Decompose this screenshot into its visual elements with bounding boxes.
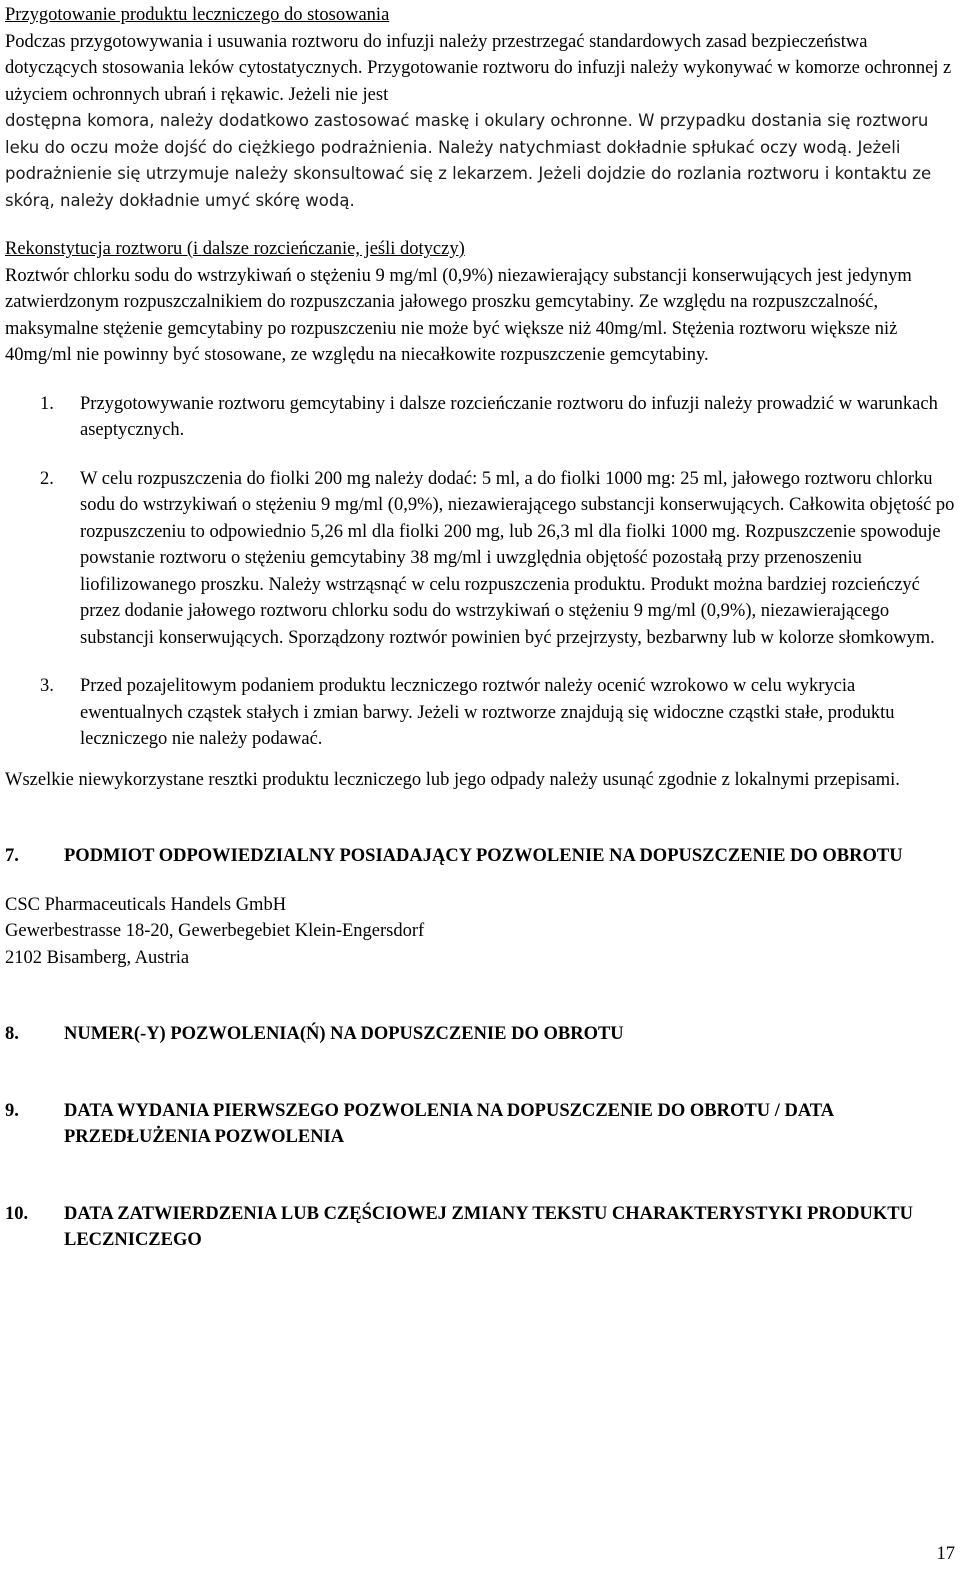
section-7-number: 7. bbox=[5, 846, 19, 866]
company-name: CSC Pharmaceuticals Handels GmbH bbox=[5, 894, 287, 915]
section-10-heading bbox=[5, 1201, 957, 1254]
section-8-title: NUMER(-Y) POZWOLENIA(Ń) NA DOPUSZCZENIE DO OBROTU bbox=[64, 1024, 624, 1044]
section-9-number: 9. bbox=[5, 1100, 19, 1121]
company-address bbox=[5, 892, 957, 972]
recon-section-title: Rekonstytucja roztworu (i dalsze rozcieńczanie, jeśli dotyczy) bbox=[5, 239, 465, 259]
disposal-paragraph: Wszelkie niewykorzystane resztki produktu leczniczego lub jego odpady należy usunąć zgodnie z lokalnymi przepisami. bbox=[5, 769, 900, 790]
page-number: 17 bbox=[936, 1544, 955, 1564]
list-item-text: Przygotowywanie roztworu gemcytabiny i dalsze rozcieńczanie roztworu do infuzji należy prowadzić w warunkach aseptycznych. bbox=[80, 393, 938, 440]
section-9-title: DATA WYDANIA PIERWSZEGO POZWOLENIA NA DOPUSZCZENIE DO OBROTU / DATA PRZEDŁUŻENIA POZWOLENIA bbox=[64, 1100, 834, 1147]
section-7-heading bbox=[5, 843, 957, 870]
prep-paragraph-sans: dostępna komora, należy dodatkowo zastosować maskę i okulary ochronne. W przypadku dostania się roztworu leku do oczu może dojść do ciężkiego podrażnienia. Należy natychmiast dokładnie spłukać oczy wodą. Jeżeli podrażnienie się utrzymuje należy skonsultować się z lekarzem. Jeżeli dojdzie do rozlania roztworu i kontaktu ze skórą, należy dokładnie umyć skórę wodą. bbox=[5, 111, 932, 210]
section-10-number: 10. bbox=[5, 1203, 29, 1224]
section-7-title: PODMIOT ODPOWIEDZIALNY POSIADAJĄCY POZWOLENIE NA DOPUSZCZENIE DO OBROTU bbox=[64, 846, 903, 866]
list-item bbox=[5, 673, 957, 753]
list-item-text: Przed pozajelitowym podaniem produktu leczniczego roztwór należy ocenić wzrokowo w celu wykrycia ewentualnych cząstek stałych i zmian barwy. Jeżeli w roztworze znajdują się widoczne cząstki stałe, produktu leczniczego nie należy podawać. bbox=[80, 676, 895, 749]
prep-paragraph-serif: Podczas przygotowywania i usuwania roztworu do infuzji należy przestrzegać standardowych zasad bezpieczeństwa dotyczących stosowania leków cytostatycznych. Przygotowanie roztworu do infuzji należy wykonywać w komorze ochronnej z użyciem ochronnych ubrań i rękawic. Jeżeli nie jest bbox=[5, 31, 952, 105]
company-city: 2102 Bisamberg, Austria bbox=[5, 947, 190, 968]
section-8-number: 8. bbox=[5, 1024, 19, 1044]
list-item bbox=[5, 391, 957, 444]
list-item-number: 1. bbox=[40, 393, 54, 414]
list-item-text: W celu rozpuszczenia do fiolki 200 mg należy dodać: 5 ml, a do fiolki 1000 mg: 25 ml, jałowego roztworu chlorku sodu do wstrzykiwań o stężeniu 9 mg/ml (0,9%), niezawierającego substancji konserwujących. Całkowita objętość po rozpuszczeniu to odpowiednio 5,26 ml dla fiolki 200 mg, lub 26,3 ml dla fiolki 1000 mg. Rozpuszczenie spowoduje powstanie roztworu o stężeniu gemcytabiny 38 mg/ml i uwzględnia objętość pozostałą przy przenoszeniu liofilizowanego proszku. Należy wstrząsnąć w celu rozpuszczenia produktu. Produkt można bardziej rozcieńczyć przez dodanie jałowego roztworu chlorku sodu do wstrzykiwań o stężeniu 9 mg/ml (0,9%), niezawierającego substancji konserwujących. Sporządzony roztwór powinien być przejrzysty, bezbarwny lub w kolorze słomkowym. bbox=[80, 468, 955, 648]
recon-paragraph: Roztwór chlorku sodu do wstrzykiwań o stężeniu 9 mg/ml (0,9%) niezawierający substancji konserwujących jest jedynym zatwierdzonym rozpuszczalnikiem do rozpuszczania jałowego proszku gemcytabiny. Ze względu na rozpuszczalność, maksymalne stężenie gemcytabiny po rozpuszczeniu nie może być większe niż 40mg/ml. Stężenia roztworu większe niż 40mg/ml nie powinny być stosowane, ze względu na niecałkowite rozpuszczenie gemcytabiny. bbox=[5, 265, 912, 365]
list-item-number: 3. bbox=[40, 676, 54, 696]
section-10-title: DATA ZATWIERDZENIA LUB CZĘŚCIOWEJ ZMIANY TEKSTU CHARAKTERYSTYKI PRODUKTU LECZNICZEGO bbox=[64, 1203, 913, 1250]
list-item bbox=[5, 466, 957, 652]
section-9-heading bbox=[5, 1098, 957, 1151]
document-page bbox=[5, 2, 957, 1254]
list-item-number: 2. bbox=[40, 468, 54, 489]
prep-section-title: Przygotowanie produktu leczniczego do stosowania bbox=[5, 5, 390, 25]
company-street: Gewerbestrasse 18-20, Gewerbegebiet Klein-Engersdorf bbox=[5, 921, 425, 941]
section-8-heading bbox=[5, 1021, 957, 1048]
